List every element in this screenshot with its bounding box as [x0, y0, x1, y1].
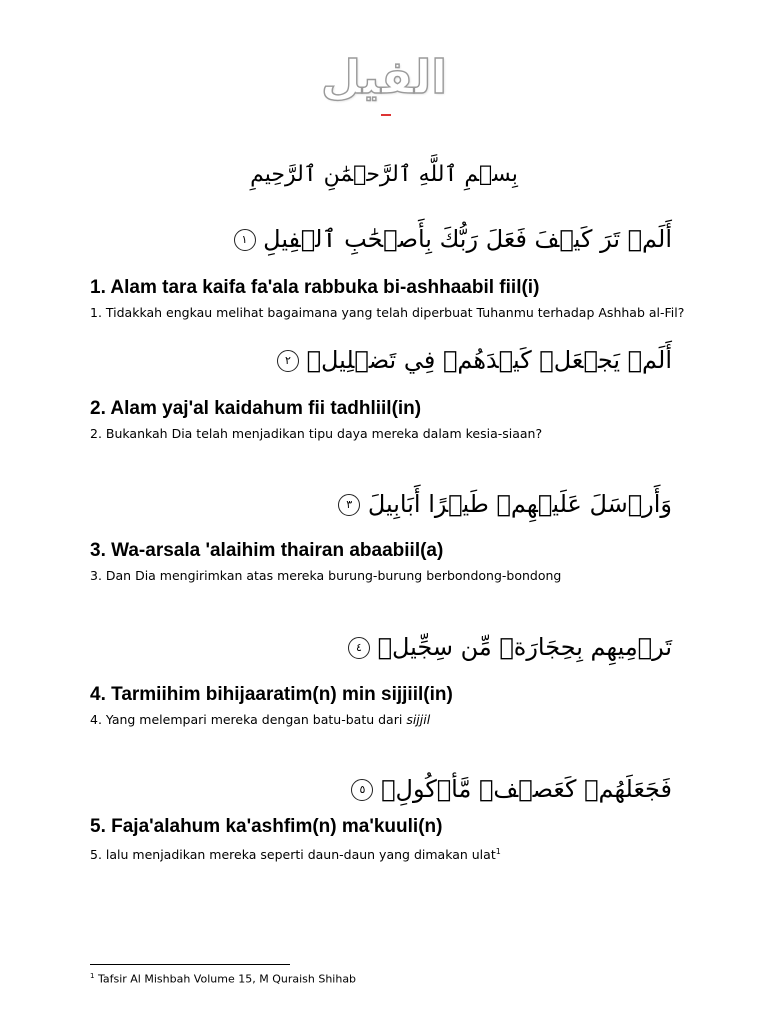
verse-2-arabic-text: أَلَمۡ يَجۡعَلۡ كَيۡدَهُمۡ فِي تَضۡلِيلٖ — [306, 346, 672, 374]
verse-2 — [90, 343, 680, 443]
footnote-number: 1 — [90, 972, 95, 980]
verse-4 — [90, 630, 680, 729]
footnote-divider — [90, 964, 290, 965]
basmala: بِسۡمِ ٱللَّهِ ٱلرَّحۡمَٰنِ ٱلرَّحِيمِ — [250, 162, 518, 187]
verse-1 — [90, 222, 685, 322]
verse-1-arabic — [90, 222, 680, 256]
verse-1-transliteration: 1. Alam tara kaifa fa'ala rabbuka bi-ashhaabil fiil(i) — [90, 277, 540, 298]
verse-4-arabic — [90, 630, 680, 664]
ayah-number-marker: ٢ — [277, 350, 299, 372]
verse-5-arabic-text: فَجَعَلَهُمۡ كَعَصۡفٖ مَّأۡكُولِۭ — [381, 775, 672, 803]
verse-5-arabic — [90, 772, 680, 806]
footnote — [90, 972, 356, 986]
verse-3-transliteration: 3. Wa-arsala 'alaihim thairan abaabiil(a) — [90, 540, 444, 561]
footnote-text: Tafsir Al Mishbah Volume 15, M Quraish Shihab — [97, 972, 357, 986]
verse-1-arabic-text: أَلَمۡ تَرَ كَيۡفَ فَعَلَ رَبُّكَ بِأَصۡحَٰبِ ٱلۡفِيلِ — [263, 225, 672, 253]
sijjil-term: sijjil — [406, 712, 431, 727]
verse-2-transliteration: 2. Alam yaj'al kaidahum fii tadhliil(in) — [90, 398, 422, 419]
footnote-reference[interactable]: 1 — [495, 847, 501, 856]
verse-2-arabic — [90, 343, 680, 377]
verse-5-translation — [90, 843, 680, 864]
verse-3-arabic — [90, 487, 680, 521]
verse-4-transliteration: 4. Tarmiihim bihijaaratim(n) min sijjiil(in) — [90, 684, 453, 705]
ayah-number-marker: ٤ — [348, 637, 370, 659]
verse-5-transliteration: 5. Faja'alahum ka'ashfim(n) ma'kuuli(n) — [90, 816, 443, 837]
verse-3 — [90, 487, 680, 585]
ayah-number-marker: ١ — [234, 229, 256, 251]
verse-4-translation — [90, 711, 680, 729]
verse-2-translation: 2. Bukankah Dia telah menjadikan tipu daya mereka dalam kesia-siaan? — [90, 426, 543, 441]
title-ornament-mark — [381, 114, 391, 116]
verse-3-arabic-text: وَأَرۡسَلَ عَلَيۡهِمۡ طَيۡرًا أَبَابِيلَ — [367, 490, 672, 518]
ayah-number-marker: ٥ — [351, 779, 373, 801]
verse-4-arabic-text: تَرۡمِيهِم بِحِجَارَةٖ مِّن سِجِّيلٖ — [377, 633, 672, 661]
surah-title — [0, 50, 768, 104]
verse-3-translation: 3. Dan Dia mengirimkan atas mereka burung-burung berbondong-bondong — [90, 568, 562, 583]
ayah-number-marker: ٣ — [338, 494, 360, 516]
verse-4-translation-text: 4. Yang melempari mereka dengan batu-batu dari — [90, 712, 407, 727]
verse-5 — [90, 772, 680, 864]
surah-title-text: الفيل — [321, 50, 447, 104]
verse-5-translation-text: 5. lalu menjadikan mereka seperti daun-daun yang dimakan ulat — [90, 847, 496, 863]
verse-1-translation: 1. Tidakkah engkau melihat bagaimana yang telah diperbuat Tuhanmu terhadap Ashhab al-Fil? — [90, 305, 685, 320]
